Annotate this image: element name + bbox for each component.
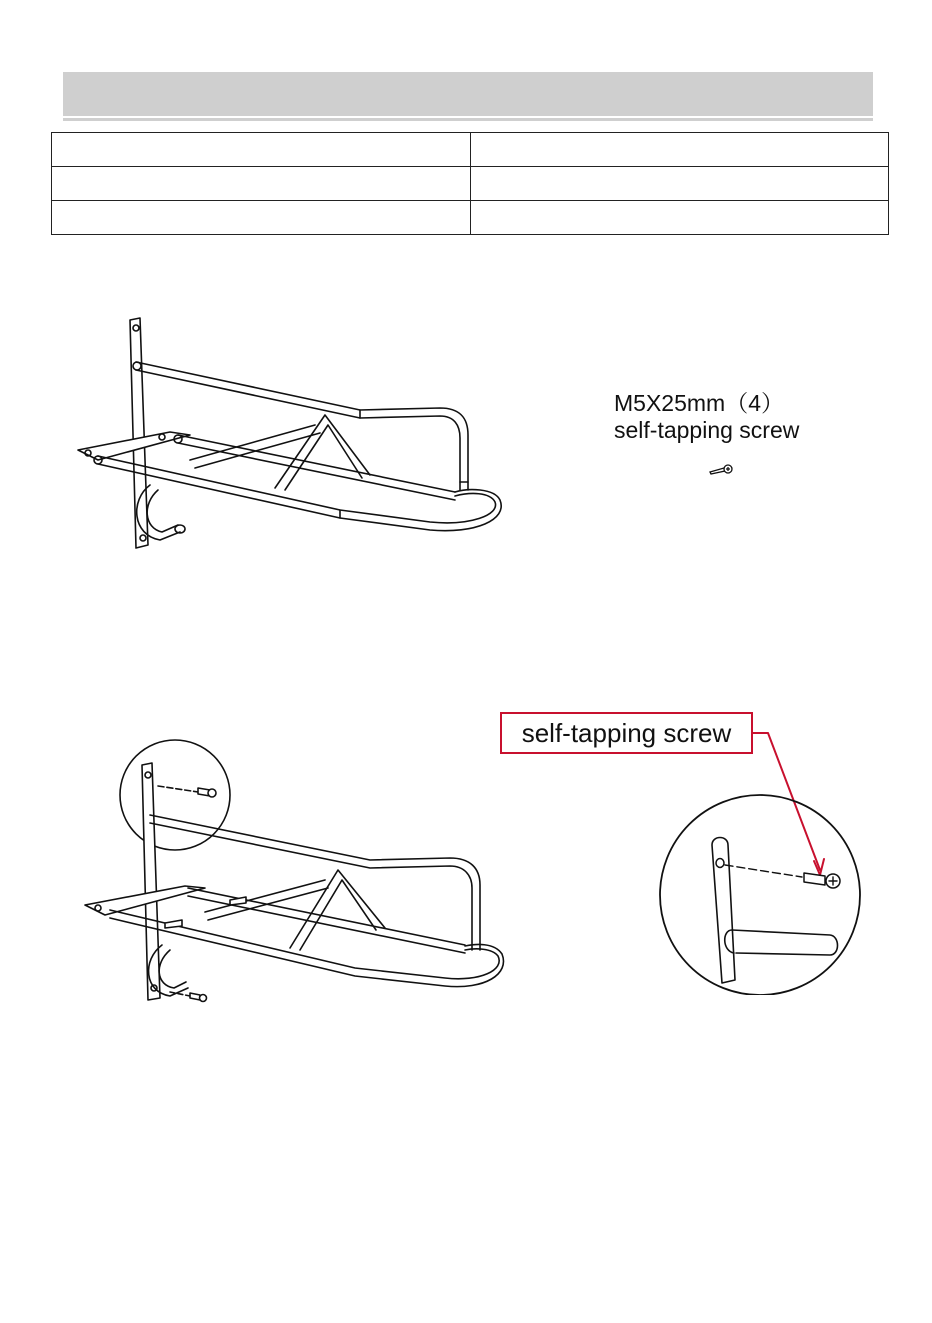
header-divider <box>63 118 873 121</box>
table-cell <box>52 133 471 167</box>
callout-label: self-tapping screw <box>500 712 753 754</box>
screw-icon <box>708 462 736 478</box>
table-row <box>52 167 889 201</box>
hardware-name: self-tapping screw <box>614 417 800 443</box>
table-cell <box>471 133 889 167</box>
hardware-label <box>614 390 799 444</box>
table-cell <box>471 201 889 235</box>
hardware-size: M5X25mm（4） <box>614 390 784 416</box>
table-cell <box>471 167 889 201</box>
spec-table <box>51 132 889 235</box>
table-row <box>52 133 889 167</box>
section-header-bar <box>63 72 873 116</box>
table-row <box>52 201 889 235</box>
assembly-drawing <box>70 730 510 1020</box>
magnified-detail-circle <box>640 725 880 995</box>
table-cell <box>52 167 471 201</box>
table-cell <box>52 201 471 235</box>
saddle-rack-drawing <box>70 310 510 560</box>
